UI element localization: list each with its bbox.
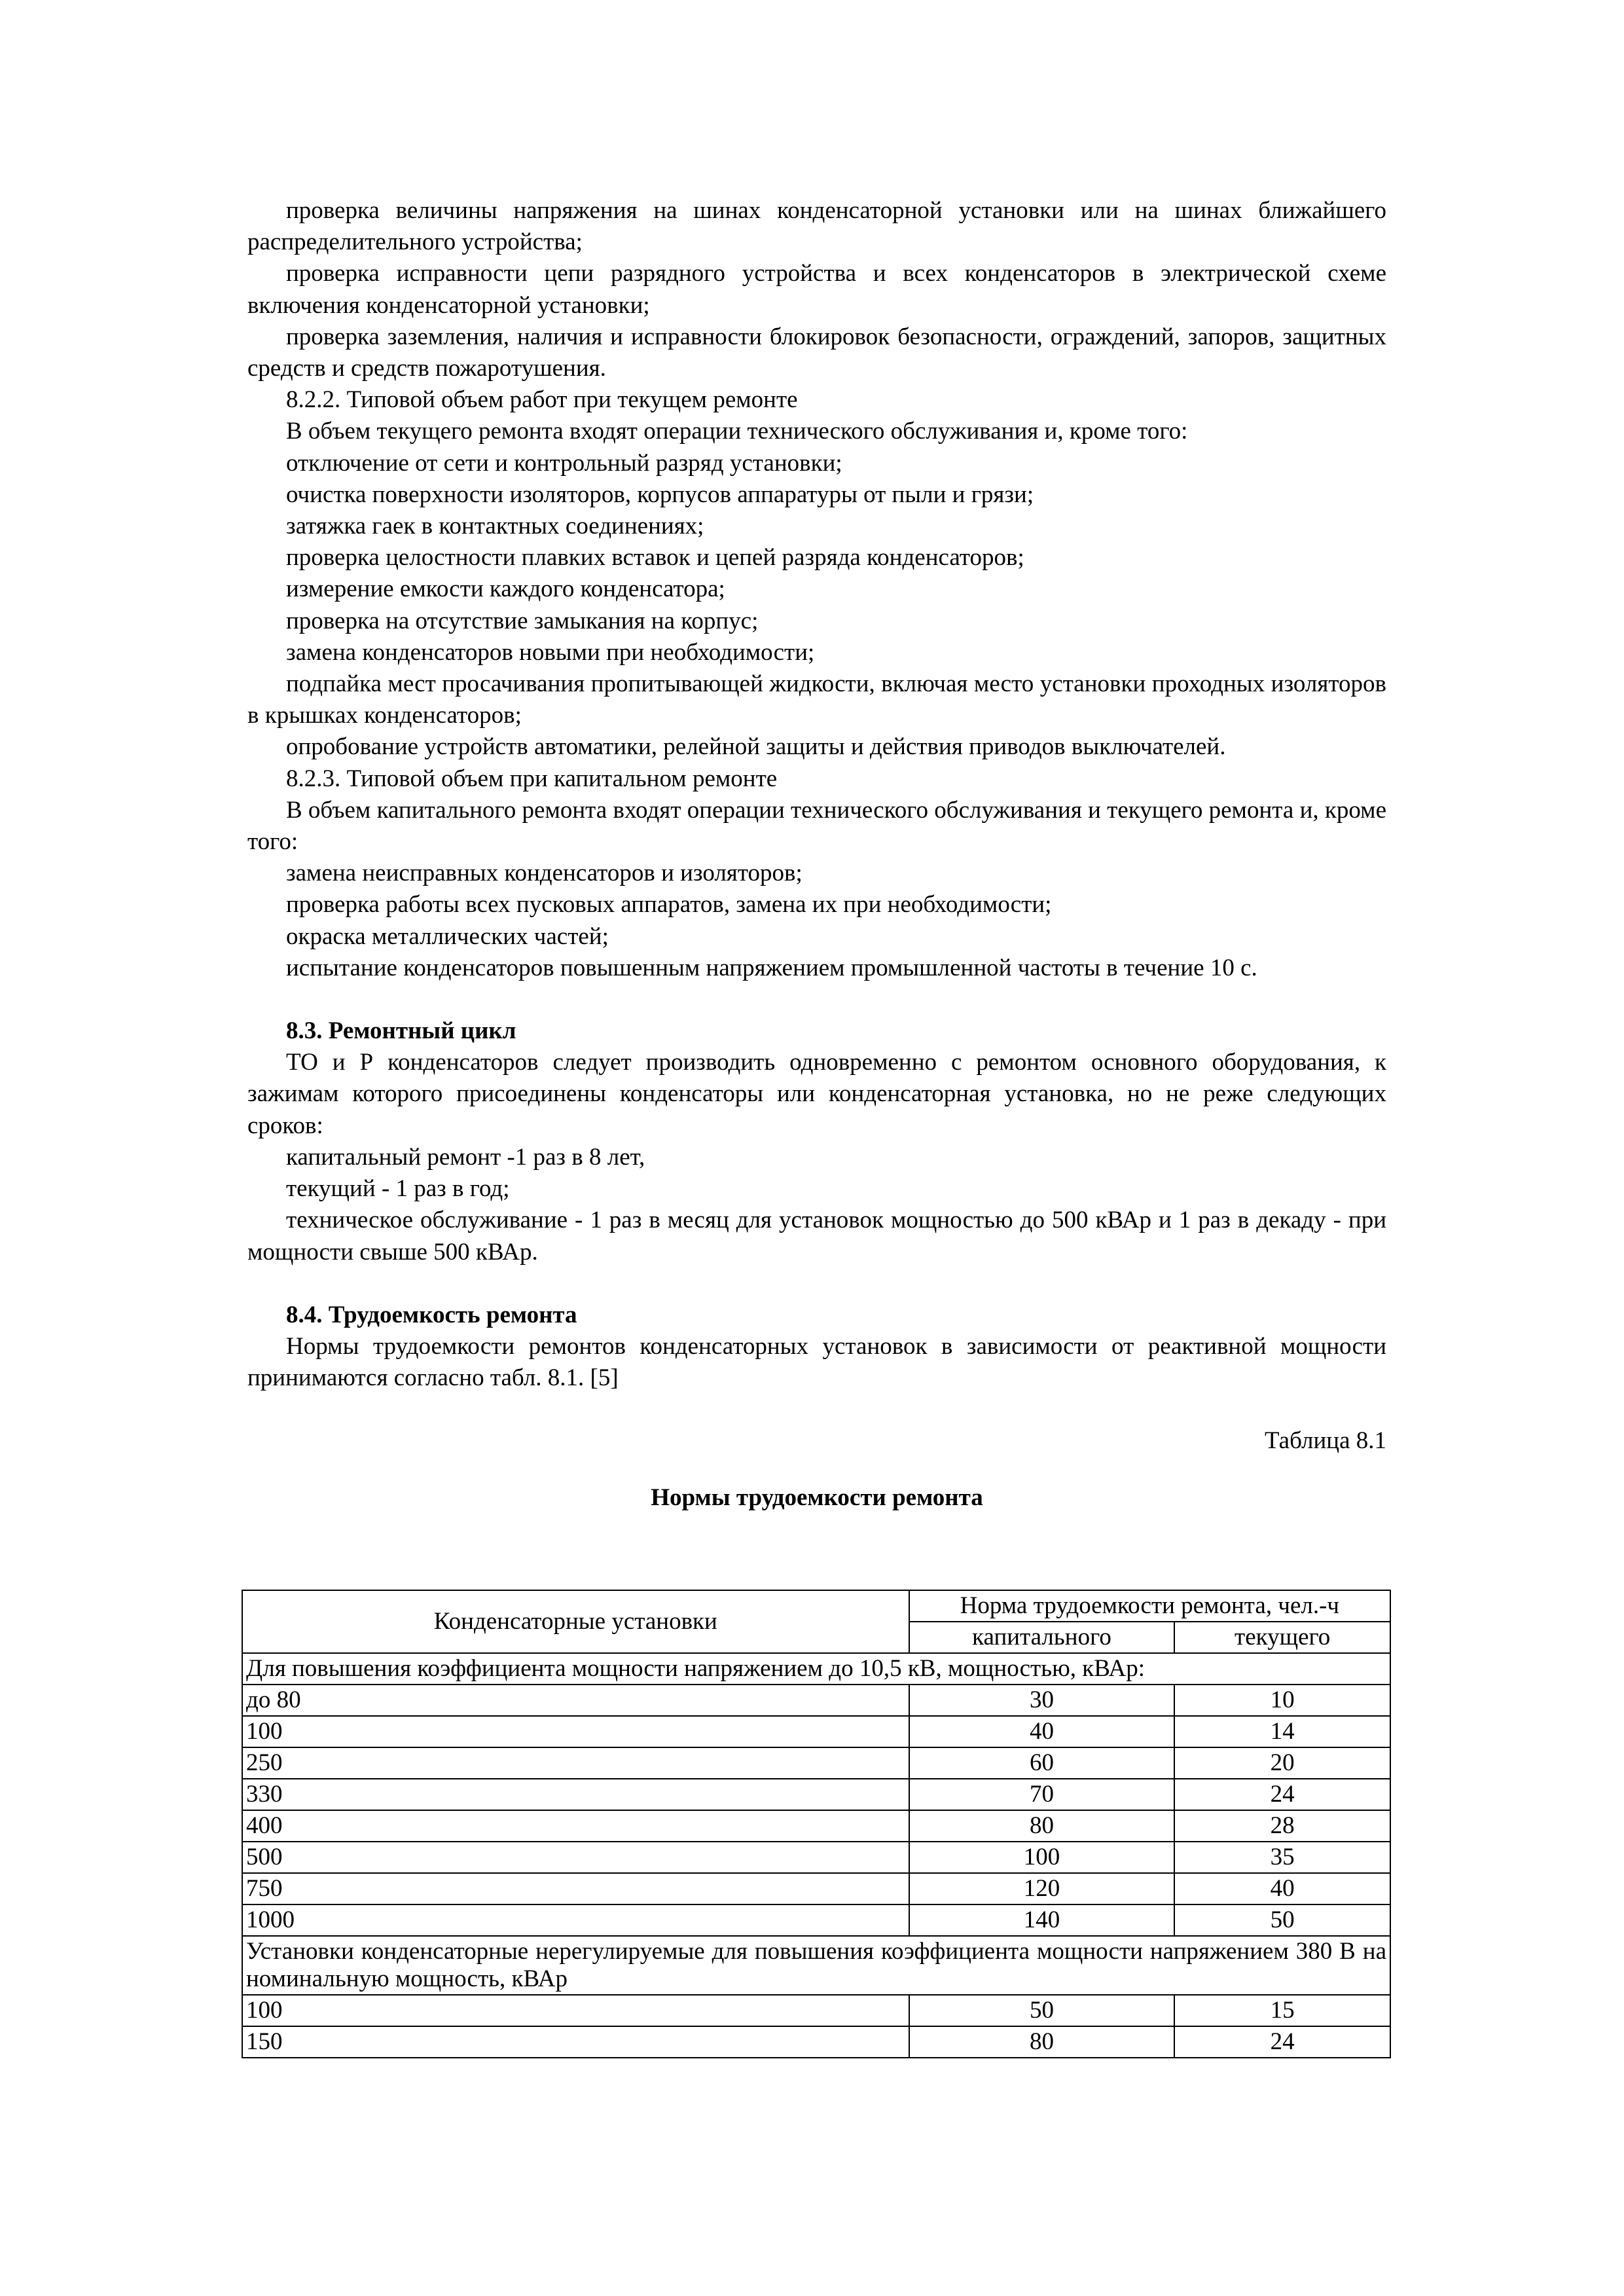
group-title-10kv: Для повышения коэффициента мощности напряжением до 10,5 кВ, мощностью, кВАр: xyxy=(242,1653,1390,1685)
spacer xyxy=(247,1268,1386,1300)
cell-current: 50 xyxy=(1174,1904,1390,1936)
cell-capital: 140 xyxy=(909,1904,1175,1936)
cell-capital: 80 xyxy=(909,2026,1175,2058)
list-item: текущий - 1 раз в год; xyxy=(286,1175,510,1203)
cell-power: 100 xyxy=(242,1716,909,1747)
spacer xyxy=(247,1394,1386,1425)
cell-power: 330 xyxy=(242,1779,909,1810)
list-item: очистка поверхности изоляторов, корпусов аппаратуры от пыли и грязи; xyxy=(286,481,1034,508)
cell-capital: 30 xyxy=(909,1685,1175,1716)
cell-power: 150 xyxy=(242,2026,909,2058)
list-item: отключение от сети и контрольный разряд установки; xyxy=(286,449,842,477)
list-item: проверка работы всех пусковых аппаратов, замена их при необходимости; xyxy=(286,891,1052,919)
list-item: подпайка мест просачивания пропитывающей жидкости, включая место установки проходных изоляторов в крышках конденсаторов; xyxy=(247,670,1386,729)
paragraph: проверка заземления, наличия и исправности блокировок безопасности, ограждений, запоров, защитных средств и средств пожаротушения. xyxy=(247,323,1386,382)
table-group-row xyxy=(242,1936,1390,1995)
table-row xyxy=(242,1716,1390,1747)
header-current: текущего xyxy=(1174,1622,1390,1653)
cell-current: 14 xyxy=(1174,1716,1390,1747)
paragraph: ТО и Р конденсаторов следует производить одновременно с ремонтом основного оборудования, к зажимам которого присоединены конденсаторы или конденсаторная установка, но не реже следующих сроков: xyxy=(247,1049,1386,1139)
cell-capital: 120 xyxy=(909,1873,1175,1904)
cell-power: 750 xyxy=(242,1873,909,1904)
table-row xyxy=(242,1685,1390,1716)
cell-power: до 80 xyxy=(242,1685,909,1716)
cell-current: 40 xyxy=(1174,1873,1390,1904)
cell-current: 35 xyxy=(1174,1842,1390,1873)
list-item: проверка на отсутствие замыкания на корпус; xyxy=(286,607,759,634)
cell-capital: 80 xyxy=(909,1810,1175,1842)
cell-power: 250 xyxy=(242,1747,909,1779)
paragraph: В объем текущего ремонта входят операции технического обслуживания и, кроме того: xyxy=(286,418,1188,445)
header-norm-group: Норма трудоемкости ремонта, чел.-ч xyxy=(909,1590,1390,1622)
list-item: окраска металлических частей; xyxy=(286,922,609,950)
subsection-title-822: 8.2.2. Типовой объем работ при текущем ремонте xyxy=(286,386,798,414)
cell-current: 24 xyxy=(1174,2026,1390,2058)
list-item: замена неисправных конденсаторов и изоляторов; xyxy=(286,860,803,887)
cell-power: 500 xyxy=(242,1842,909,1873)
cell-capital: 100 xyxy=(909,1842,1175,1873)
subsection-title-823: 8.2.3. Типовой объем при капитальном ремонте xyxy=(286,765,778,792)
paragraph: Нормы трудоемкости ремонтов конденсаторных установок в зависимости от реактивной мощности принимаются согласно табл. 8.1. [5] xyxy=(247,1332,1386,1392)
section-heading-84: 8.4. Трудоемкость ремонта xyxy=(286,1301,577,1328)
group-title-380v: Установки конденсаторные нерегулируемые для повышения коэффициента мощности напряжением 380 В на номинальную мощность, кВАр xyxy=(242,1936,1390,1995)
table-row xyxy=(242,1842,1390,1873)
cell-capital: 40 xyxy=(909,1716,1175,1747)
header-installations: Конденсаторные установки xyxy=(242,1590,909,1653)
table-row xyxy=(242,2026,1390,2058)
cell-current: 15 xyxy=(1174,1995,1390,2026)
list-item: проверка целостности плавких вставок и цепей разряда конденсаторов; xyxy=(286,544,1024,572)
cell-current: 20 xyxy=(1174,1747,1390,1779)
list-item: капитальный ремонт -1 раз в 8 лет, xyxy=(286,1143,645,1171)
cell-power: 100 xyxy=(242,1995,909,2026)
list-item: замена конденсаторов новыми при необходимости; xyxy=(286,638,815,666)
table-title: Нормы трудоемкости ремонта xyxy=(651,1484,983,1511)
cell-current: 10 xyxy=(1174,1685,1390,1716)
spacer xyxy=(247,984,1386,1015)
list-item: техническое обслуживание - 1 раз в месяц для установок мощностью до 500 кВАр и 1 раз в декаду - при мощности свыше 500 кВАр. xyxy=(247,1207,1386,1266)
table-row xyxy=(242,1904,1390,1936)
table-row xyxy=(242,1995,1390,2026)
body-text xyxy=(247,195,1386,1514)
paragraph: В объем капитального ремонта входят операции технического обслуживания и текущего ремонта и, кроме того: xyxy=(247,796,1386,856)
table-row xyxy=(242,1747,1390,1779)
table-row xyxy=(242,1873,1390,1904)
list-item: измерение емкости каждого конденсатора; xyxy=(286,575,725,603)
paragraph: проверка величины напряжения на шинах конденсаторной установки или на шинах ближайшего распределительного устройства; xyxy=(247,197,1386,256)
table-group-row xyxy=(242,1653,1390,1685)
cell-current: 28 xyxy=(1174,1810,1390,1842)
header-capital: капитального xyxy=(909,1622,1175,1653)
list-item: опробование устройств автоматики, релейной защиты и действия приводов выключателей. xyxy=(286,733,1226,761)
list-item: затяжка гаек в контактных соединениях; xyxy=(286,513,704,540)
spacer xyxy=(247,1457,1386,1482)
table-row xyxy=(242,1779,1390,1810)
section-heading-83: 8.3. Ремонтный цикл xyxy=(286,1017,516,1045)
cell-capital: 60 xyxy=(909,1747,1175,1779)
labor-norms-table xyxy=(242,1590,1391,2058)
paragraph: проверка исправности цепи разрядного устройства и всех конденсаторов в электрической схеме включения конденсаторной установки; xyxy=(247,260,1386,319)
list-item: испытание конденсаторов повышенным напряжением промышленной частоты в течение 10 с. xyxy=(286,954,1257,981)
cell-power: 400 xyxy=(242,1810,909,1842)
cell-capital: 70 xyxy=(909,1779,1175,1810)
table-header-row xyxy=(242,1590,1390,1622)
cell-current: 24 xyxy=(1174,1779,1390,1810)
table-row xyxy=(242,1810,1390,1842)
cell-power: 1000 xyxy=(242,1904,909,1936)
table-label: Таблица 8.1 xyxy=(1265,1427,1386,1455)
cell-capital: 50 xyxy=(909,1995,1175,2026)
